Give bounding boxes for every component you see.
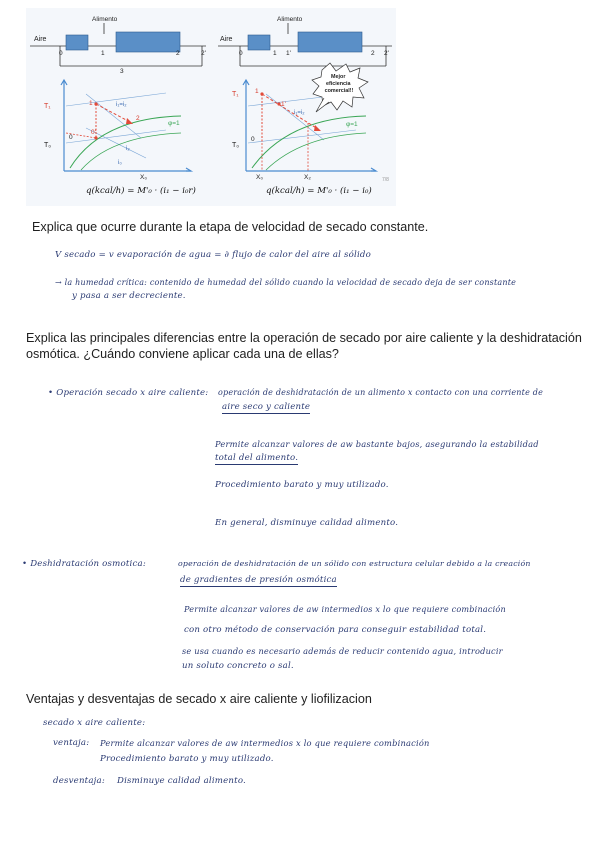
right-point-1: 1	[255, 88, 259, 95]
q2-a-line-1: operación de deshidratación de un alimento x contacto con una corriente de	[218, 388, 544, 397]
q3-ventaja-2: Procedimiento barato y muy utilizado.	[100, 754, 274, 764]
right-w-label: i₁=i₂	[294, 110, 305, 116]
right-stage-1p: 1'	[286, 50, 291, 57]
left-point-1: 1	[89, 100, 93, 107]
left-stage-3: 3	[120, 68, 124, 75]
q1-line-3: y pasa a ser decreciente.	[72, 291, 186, 301]
left-t0-label: T₀	[44, 142, 52, 149]
q1-line-1: V secado = v evaporación de agua = ∂ flujo de calor del aire al sólido	[55, 250, 371, 260]
left-alimento-label: Alimento	[92, 16, 118, 23]
q2-b-p2-line-1: se usa cuando es necesario además de reducir contenido agua, introducir	[182, 646, 503, 656]
q2-b-line-1: operación de deshidratación de un sólido con estructura celular debido a la creación	[178, 559, 531, 568]
q2-a-p1-line-2: total del alimento.	[215, 453, 299, 463]
q3-line-1: secado x aire caliente:	[43, 718, 146, 728]
right-stage-1: 1	[273, 50, 277, 57]
q1-question: Explica que ocurre durante la etapa de velocidad de secado constante.	[32, 220, 429, 234]
left-w-label: i₁=i₂	[116, 102, 127, 108]
right-t1-label: T₁	[232, 91, 239, 98]
right-alimento-label: Alimento	[277, 16, 303, 23]
q2-b-line-2: de gradientes de presión osmótica	[180, 575, 337, 585]
q3-desventaja-1: Disminuye calidad alimento.	[117, 776, 246, 786]
right-x0-label: X₀	[256, 174, 264, 181]
right-point-1p: 1'	[281, 101, 286, 108]
q2-a-p1-line-1: Permite alcanzar valores de aw bastante bajos, asegurando la estabilidad	[215, 439, 539, 449]
q3-question: Ventajas y desventajas de secado x aire caliente y liofilizacion	[26, 692, 372, 706]
left-q-label: φ=1	[168, 120, 180, 127]
q2-a-p2: Procedimiento barato y muy utilizado.	[215, 480, 389, 490]
right-q-label: φ=1	[346, 121, 358, 128]
left-point-0p: 0'	[91, 129, 96, 136]
left-stage-0: 0	[59, 50, 63, 57]
q3-ventaja-1: Permite alcanzar valores de aw intermedios x lo que requiere combinación	[100, 738, 430, 748]
figure-panel	[26, 8, 396, 206]
right-t0-label: T₀	[232, 142, 240, 149]
q2-question-line-1: Explica las principales diferencias entre la operación de secado por aire caliente y la deshidratación	[26, 331, 582, 345]
right-dryer-box	[298, 32, 362, 52]
right-aire-label: Aire	[220, 36, 233, 43]
left-formula: q(kcal/h) = M'₀ · (i₁ − i₀r)	[86, 186, 196, 196]
q2-b-p1-line-1: Permite alcanzar valores de aw intermedios x lo que requiere combinación	[184, 604, 506, 614]
q2-a-line-2: aire seco y caliente	[222, 402, 311, 412]
left-aire-label: Aire	[34, 36, 47, 43]
left-dryer-box	[116, 32, 180, 52]
right-x2-label: X₂	[304, 174, 311, 181]
left-i2-label: i₂	[126, 146, 130, 152]
left-stage-1: 1	[101, 50, 105, 57]
right-point-0: 0	[251, 136, 255, 143]
left-heater-box	[66, 35, 88, 50]
left-x0-label: X₀	[140, 174, 148, 181]
right-stage-2: 2	[371, 50, 375, 57]
left-i0-label: i₀	[118, 160, 122, 166]
q2-a-p3: En general, disminuye calidad alimento.	[215, 518, 399, 528]
left-stage-2p: 2'	[201, 50, 206, 57]
q2-b-p2-line-2: un soluto concreto o sal.	[182, 661, 294, 671]
page-num: 7/8	[382, 177, 389, 183]
q3-desventaja-label: desventaja:	[53, 776, 105, 786]
bubble-text: Mejor eficiencia comercial!!	[324, 74, 354, 94]
left-stage-2: 2	[176, 50, 180, 57]
q2-a-label: • Operación secado x aire caliente:	[48, 388, 209, 398]
q1-line-2: → la humedad crítica: contenido de humedad del sólido cuando la velocidad de secado deja de ser constante	[55, 278, 517, 287]
q3-ventaja-label: ventaja:	[53, 738, 90, 748]
q2-b-label: • Deshidratación osmotica:	[22, 559, 146, 569]
right-stage-0: 0	[239, 50, 243, 57]
left-point-2: 2	[136, 115, 140, 122]
right-heater-box	[248, 35, 270, 50]
left-point-0: 0	[69, 134, 73, 141]
q2-question-line-2: osmótica. ¿Cuándo conviene aplicar cada una de ellas?	[26, 347, 339, 361]
right-stage-2p: 2'	[384, 50, 389, 57]
right-formula: q(kcal/h) = M'₀ · (i₁ − i₀)	[266, 186, 372, 196]
drying-diagrams	[26, 8, 396, 206]
left-t1-label: T₁	[44, 103, 51, 110]
q2-b-p1-line-2: con otro método de conservación para conseguir estabilidad total.	[184, 625, 487, 635]
